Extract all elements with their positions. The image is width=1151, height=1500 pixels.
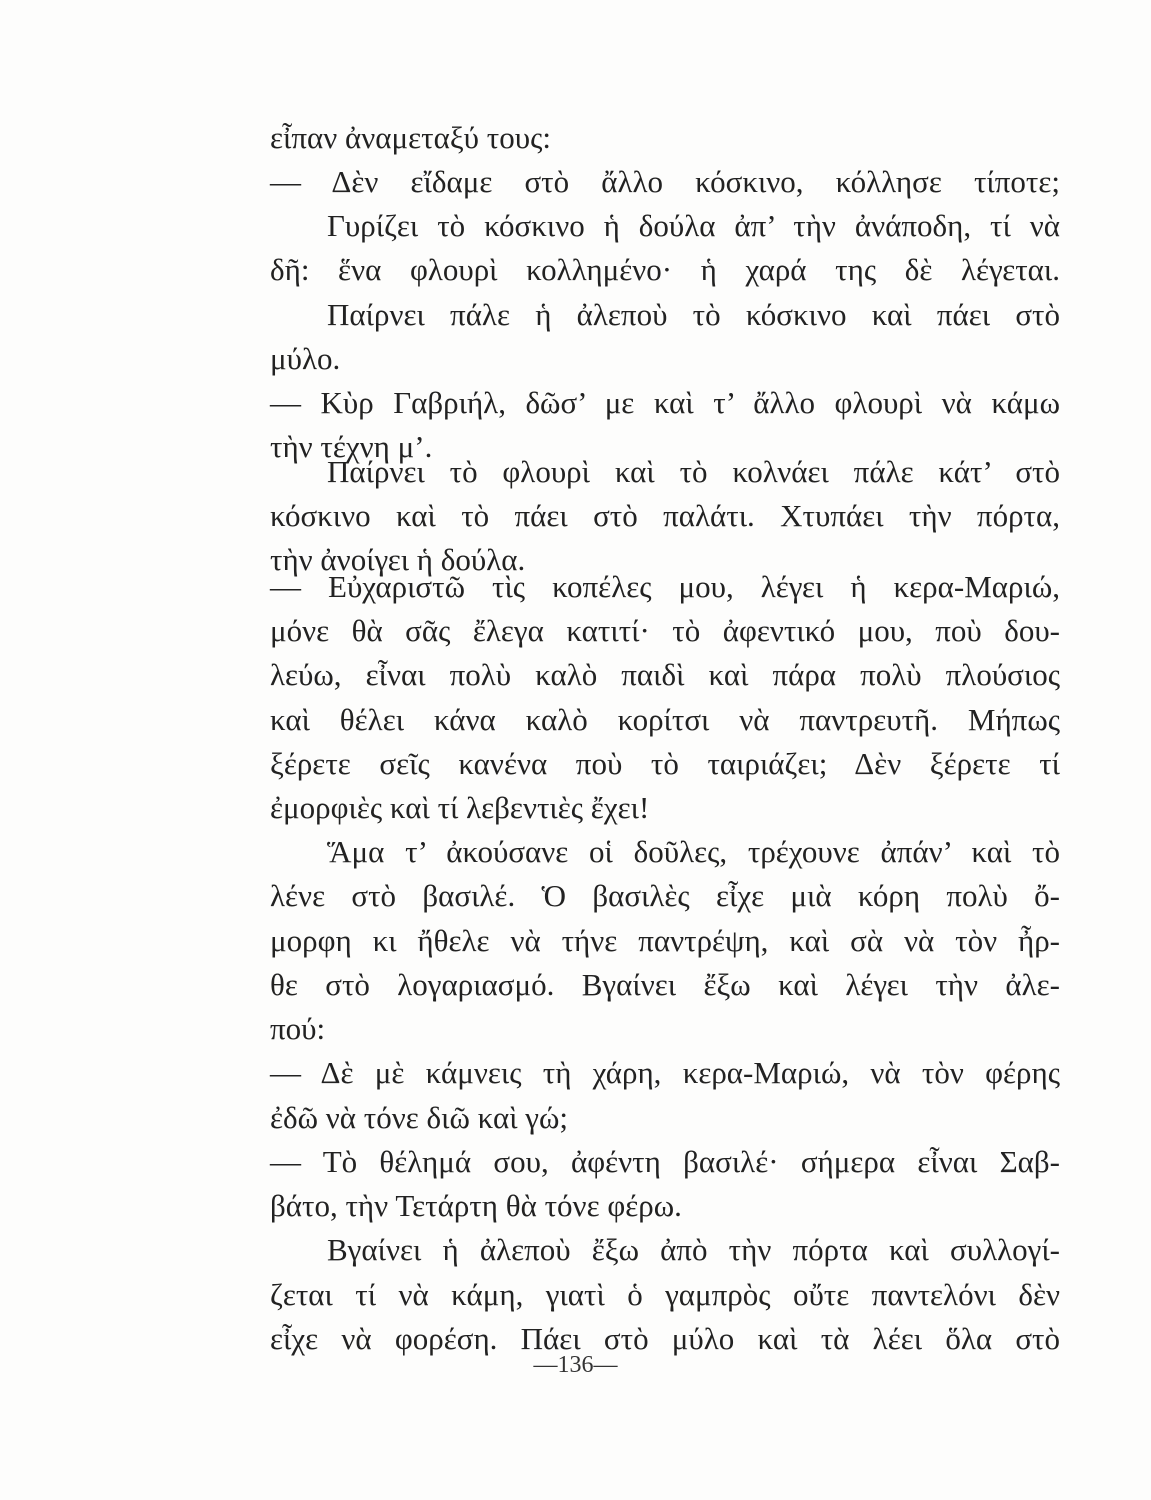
- text-line: πού:: [270, 1011, 326, 1046]
- text-line: δῆ: ἕνα φλουρὶ κολλημένο· ἡ χαρά της δὲ λέγεται.: [270, 252, 1060, 287]
- text-line: Ἅμα τ’ ἀκούσανε οἱ δοῦλες, τρέχουνε ἀπάν’ καὶ τὸ: [327, 834, 1060, 869]
- text-line: θε στὸ λογαριασμό. Βγαίνει ἔξω καὶ λέγει τὴν ἀλε-: [270, 967, 1060, 1002]
- text-line: μύλο.: [270, 341, 341, 376]
- text-line: — Εὐχαριστῶ τὶς κοπέλες μου, λέγει ἡ κερα-Μαριώ,: [270, 569, 1060, 604]
- text-line: — Δὲν εἴδαμε στὸ ἄλλο κόσκινο, κόλλησε τίποτε;: [270, 164, 1060, 199]
- text-line: ἐμορφιὲς καὶ τί λεβεντιὲς ἔχει!: [270, 790, 650, 825]
- text-line: εἶχε νὰ φορέση. Πάει στὸ μύλο καὶ τὰ λέει ὅλα στὸ: [270, 1321, 1060, 1356]
- text-line: μόνε θὰ σᾶς ἔλεγα κατιτί· τὸ ἀφεντικό μου, ποὺ δου-: [270, 613, 1060, 648]
- text-line: Γυρίζει τὸ κόσκινο ἡ δούλα ἀπ’ τὴν ἀνάποδη, τί νὰ: [327, 208, 1060, 243]
- text-line: ἐδῶ νὰ τόνε διῶ καὶ γώ;: [270, 1100, 569, 1135]
- text-line: εἶπαν ἀναμεταξύ τους:: [270, 120, 551, 155]
- page-number: —136—: [533, 1352, 618, 1378]
- text-line: κόσκινο καὶ τὸ πάει στὸ παλάτι. Χτυπάει τὴν πόρτα,: [270, 498, 1060, 533]
- text-line: ξέρετε σεῖς κανένα ποὺ τὸ ταιριάζει; Δὲν ξέρετε τί: [270, 746, 1060, 781]
- text-line: Παίρνει τὸ φλουρὶ καὶ τὸ κολνάει πάλε κάτ’ στὸ: [327, 454, 1060, 489]
- text-line: — Τὸ θέλημά σου, ἀφέντη βασιλέ· σήμερα εἶναι Σαβ-: [270, 1144, 1060, 1179]
- text-line: τὴν ἀνοίγει ἡ δούλα.: [270, 542, 526, 577]
- text-line: — Δὲ μὲ κάμνεις τὴ χάρη, κερα-Μαριώ, νὰ τὸν φέρης: [270, 1055, 1060, 1090]
- text-line: — Κὺρ Γαβριήλ, δῶσ’ με καὶ τ’ ἄλλο φλουρὶ νὰ κάμω: [270, 385, 1060, 420]
- text-line: καὶ θέλει κάνα καλὸ κορίτσι νὰ παντρευτῆ. Μήπως: [270, 702, 1060, 737]
- text-line: Παίρνει πάλε ἡ ἀλεποὺ τὸ κόσκινο καὶ πάει στὸ: [327, 297, 1060, 332]
- text-line: λεύω, εἶναι πολὺ καλὸ παιδὶ καὶ πάρα πολὺ πλούσιος: [270, 657, 1060, 692]
- text-line: ζεται τί νὰ κάμη, γιατὶ ὁ γαμπρὸς οὔτε παντελόνι δὲν: [270, 1277, 1060, 1312]
- text-line: βάτο, τὴν Τετάρτη θὰ τόνε φέρω.: [270, 1188, 682, 1223]
- text-line: Βγαίνει ἡ ἀλεποὺ ἔξω ἀπὸ τὴν πόρτα καὶ συλλογί-: [327, 1232, 1060, 1267]
- text-line: μορφη κι ἤθελε νὰ τήνε παντρέψη, καὶ σὰ νὰ τὸν ἦρ-: [270, 923, 1060, 958]
- text-line: τὴν τέχνη μ’.: [270, 429, 433, 464]
- text-line: λένε στὸ βασιλέ. Ὁ βασιλὲς εἶχε μιὰ κόρη πολὺ ὄ-: [270, 878, 1060, 913]
